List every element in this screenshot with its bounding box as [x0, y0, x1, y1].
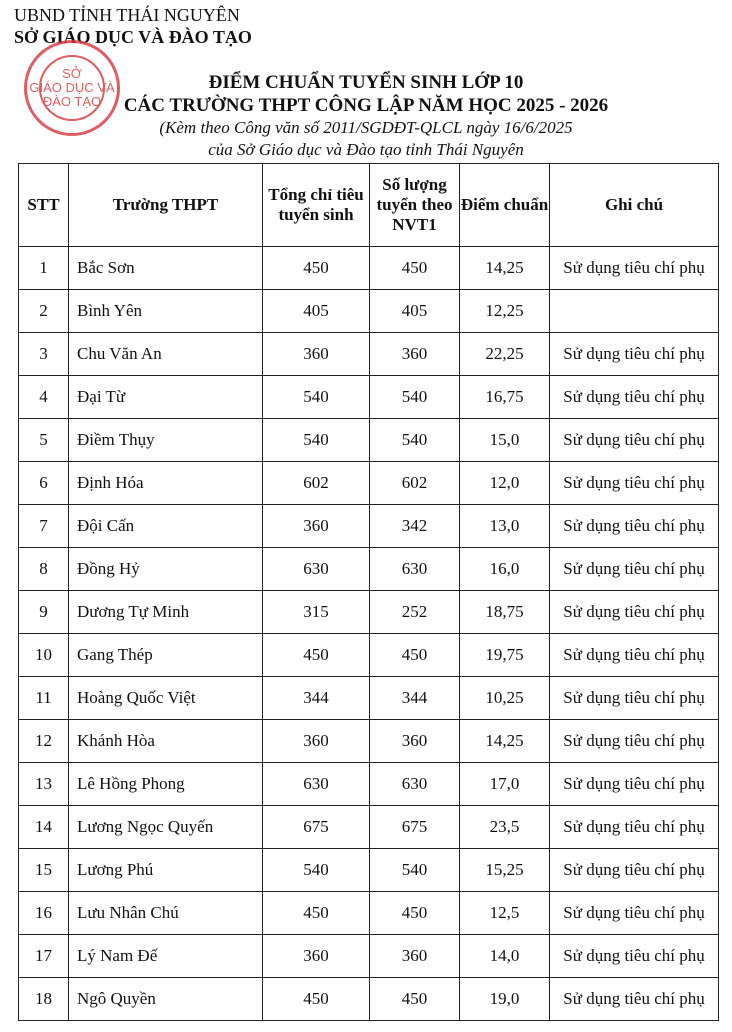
table-row [19, 247, 719, 290]
cell-stt: 1 [19, 247, 69, 290]
cell-score: 14,25 [460, 247, 550, 290]
cell-stt: 12 [19, 720, 69, 763]
cell-school: Đại Từ [69, 376, 263, 419]
cell-score: 13,0 [460, 505, 550, 548]
cell-score: 19,75 [460, 634, 550, 677]
cell-nvt1: 344 [370, 677, 460, 720]
cell-score: 14,25 [460, 720, 550, 763]
cell-nvt1: 602 [370, 462, 460, 505]
cell-stt: 14 [19, 806, 69, 849]
cell-school: Lý Nam Đế [69, 935, 263, 978]
header-score: Điểm chuẩn [460, 164, 550, 247]
cell-nvt1: 675 [370, 806, 460, 849]
cell-nvt1: 630 [370, 763, 460, 806]
cell-score: 23,5 [460, 806, 550, 849]
cell-score: 15,0 [460, 419, 550, 462]
cell-school: Đồng Hỷ [69, 548, 263, 591]
cell-nvt1: 540 [370, 849, 460, 892]
cell-stt: 9 [19, 591, 69, 634]
cell-school: Lưu Nhân Chú [69, 892, 263, 935]
cell-school: Bắc Sơn [69, 247, 263, 290]
cell-stt: 4 [19, 376, 69, 419]
cell-target: 450 [263, 634, 370, 677]
cell-score: 12,0 [460, 462, 550, 505]
cell-note: Sử dụng tiêu chí phụ [550, 505, 719, 548]
cell-nvt1: 360 [370, 720, 460, 763]
table-row [19, 634, 719, 677]
header-nvt1: Số lượng tuyển theo NVT1 [370, 164, 460, 247]
table-row [19, 806, 719, 849]
table-row [19, 935, 719, 978]
table-row [19, 849, 719, 892]
document-header [14, 4, 252, 48]
cell-score: 16,0 [460, 548, 550, 591]
cell-nvt1: 252 [370, 591, 460, 634]
cell-note: Sử dụng tiêu chí phụ [550, 978, 719, 1021]
cell-school: Chu Văn An [69, 333, 263, 376]
cell-stt: 13 [19, 763, 69, 806]
department-name: SỞ GIÁO DỤC VÀ ĐÀO TẠO [14, 27, 252, 47]
cell-note: Sử dụng tiêu chí phụ [550, 376, 719, 419]
cell-target: 540 [263, 376, 370, 419]
cell-target: 450 [263, 247, 370, 290]
cell-target: 630 [263, 548, 370, 591]
cell-nvt1: 540 [370, 376, 460, 419]
cell-nvt1: 450 [370, 247, 460, 290]
document-subtitle-line2: của Sở Giáo dục và Đào tạo tỉnh Thái Nguyên [208, 140, 524, 159]
cell-school: Định Hóa [69, 462, 263, 505]
cell-school: Gang Thép [69, 634, 263, 677]
cell-nvt1: 342 [370, 505, 460, 548]
table-row [19, 763, 719, 806]
cell-note: Sử dụng tiêu chí phụ [550, 591, 719, 634]
table-row [19, 290, 719, 333]
cell-target: 360 [263, 505, 370, 548]
cell-target: 540 [263, 849, 370, 892]
cell-school: Hoàng Quốc Việt [69, 677, 263, 720]
seal-line: SỞ [62, 66, 82, 81]
cell-target: 540 [263, 419, 370, 462]
cell-target: 360 [263, 333, 370, 376]
table-row [19, 419, 719, 462]
seal-line: ĐÀO TẠO [42, 94, 102, 109]
admission-scores-table [18, 163, 719, 1021]
cell-score: 16,75 [460, 376, 550, 419]
seal-line: GIÁO DỤC VÀ [29, 80, 115, 95]
cell-stt: 16 [19, 892, 69, 935]
cell-target: 675 [263, 806, 370, 849]
cell-stt: 10 [19, 634, 69, 677]
cell-stt: 17 [19, 935, 69, 978]
cell-stt: 2 [19, 290, 69, 333]
cell-score: 12,5 [460, 892, 550, 935]
cell-school: Lê Hồng Phong [69, 763, 263, 806]
cell-target: 360 [263, 720, 370, 763]
cell-school: Điềm Thụy [69, 419, 263, 462]
header-target: Tổng chỉ tiêu tuyển sinh [263, 164, 370, 247]
cell-score: 14,0 [460, 935, 550, 978]
cell-stt: 15 [19, 849, 69, 892]
cell-nvt1: 360 [370, 935, 460, 978]
cell-note: Sử dụng tiêu chí phụ [550, 892, 719, 935]
table-row [19, 462, 719, 505]
cell-stt: 6 [19, 462, 69, 505]
cell-note: Sử dụng tiêu chí phụ [550, 333, 719, 376]
cell-score: 12,25 [460, 290, 550, 333]
cell-score: 17,0 [460, 763, 550, 806]
table-row [19, 591, 719, 634]
document-subtitle-line1: (Kèm theo Công văn số 2011/SGDĐT-QLCL ngày 16/6/2025 [159, 118, 573, 137]
cell-target: 360 [263, 935, 370, 978]
cell-school: Ngô Quyền [69, 978, 263, 1021]
table-body [19, 247, 719, 1021]
cell-school: Lương Phú [69, 849, 263, 892]
cell-stt: 18 [19, 978, 69, 1021]
cell-target: 602 [263, 462, 370, 505]
table-row [19, 677, 719, 720]
cell-note: Sử dụng tiêu chí phụ [550, 462, 719, 505]
cell-school: Dương Tự Minh [69, 591, 263, 634]
document-title-line1: ĐIỂM CHUẨN TUYỂN SINH LỚP 10 [208, 72, 524, 93]
cell-note: Sử dụng tiêu chí phụ [550, 677, 719, 720]
cell-score: 15,25 [460, 849, 550, 892]
cell-nvt1: 450 [370, 634, 460, 677]
cell-note: Sử dụng tiêu chí phụ [550, 935, 719, 978]
cell-school: Bình Yên [69, 290, 263, 333]
cell-nvt1: 540 [370, 419, 460, 462]
agency-name: UBND TỈNH THÁI NGUYÊN [14, 5, 240, 25]
cell-school: Lương Ngọc Quyến [69, 806, 263, 849]
cell-nvt1: 450 [370, 892, 460, 935]
cell-target: 630 [263, 763, 370, 806]
cell-score: 18,75 [460, 591, 550, 634]
table-row [19, 892, 719, 935]
cell-score: 19,0 [460, 978, 550, 1021]
cell-stt: 8 [19, 548, 69, 591]
cell-stt: 7 [19, 505, 69, 548]
table-row [19, 333, 719, 376]
cell-note [550, 290, 719, 333]
cell-score: 22,25 [460, 333, 550, 376]
cell-stt: 11 [19, 677, 69, 720]
cell-note: Sử dụng tiêu chí phụ [550, 419, 719, 462]
document-title-line2: CÁC TRƯỜNG THPT CÔNG LẬP NĂM HỌC 2025 - 2026 [123, 95, 609, 116]
table-row [19, 505, 719, 548]
table-row [19, 548, 719, 591]
cell-note: Sử dụng tiêu chí phụ [550, 634, 719, 677]
cell-stt: 5 [19, 419, 69, 462]
cell-target: 405 [263, 290, 370, 333]
cell-target: 450 [263, 978, 370, 1021]
cell-target: 450 [263, 892, 370, 935]
table-header-row [19, 164, 719, 247]
header-school: Trường THPT [69, 164, 263, 247]
table-row [19, 978, 719, 1021]
cell-score: 10,25 [460, 677, 550, 720]
header-stt: STT [19, 164, 69, 247]
cell-note: Sử dụng tiêu chí phụ [550, 806, 719, 849]
table-row [19, 376, 719, 419]
cell-target: 315 [263, 591, 370, 634]
cell-stt: 3 [19, 333, 69, 376]
cell-note: Sử dụng tiêu chí phụ [550, 763, 719, 806]
header-note: Ghi chú [550, 164, 719, 247]
cell-target: 344 [263, 677, 370, 720]
cell-nvt1: 450 [370, 978, 460, 1021]
cell-note: Sử dụng tiêu chí phụ [550, 720, 719, 763]
cell-nvt1: 360 [370, 333, 460, 376]
cell-school: Khánh Hòa [69, 720, 263, 763]
cell-school: Đội Cấn [69, 505, 263, 548]
cell-note: Sử dụng tiêu chí phụ [550, 849, 719, 892]
table-row [19, 720, 719, 763]
cell-note: Sử dụng tiêu chí phụ [550, 247, 719, 290]
cell-nvt1: 405 [370, 290, 460, 333]
cell-nvt1: 630 [370, 548, 460, 591]
cell-note: Sử dụng tiêu chí phụ [550, 548, 719, 591]
